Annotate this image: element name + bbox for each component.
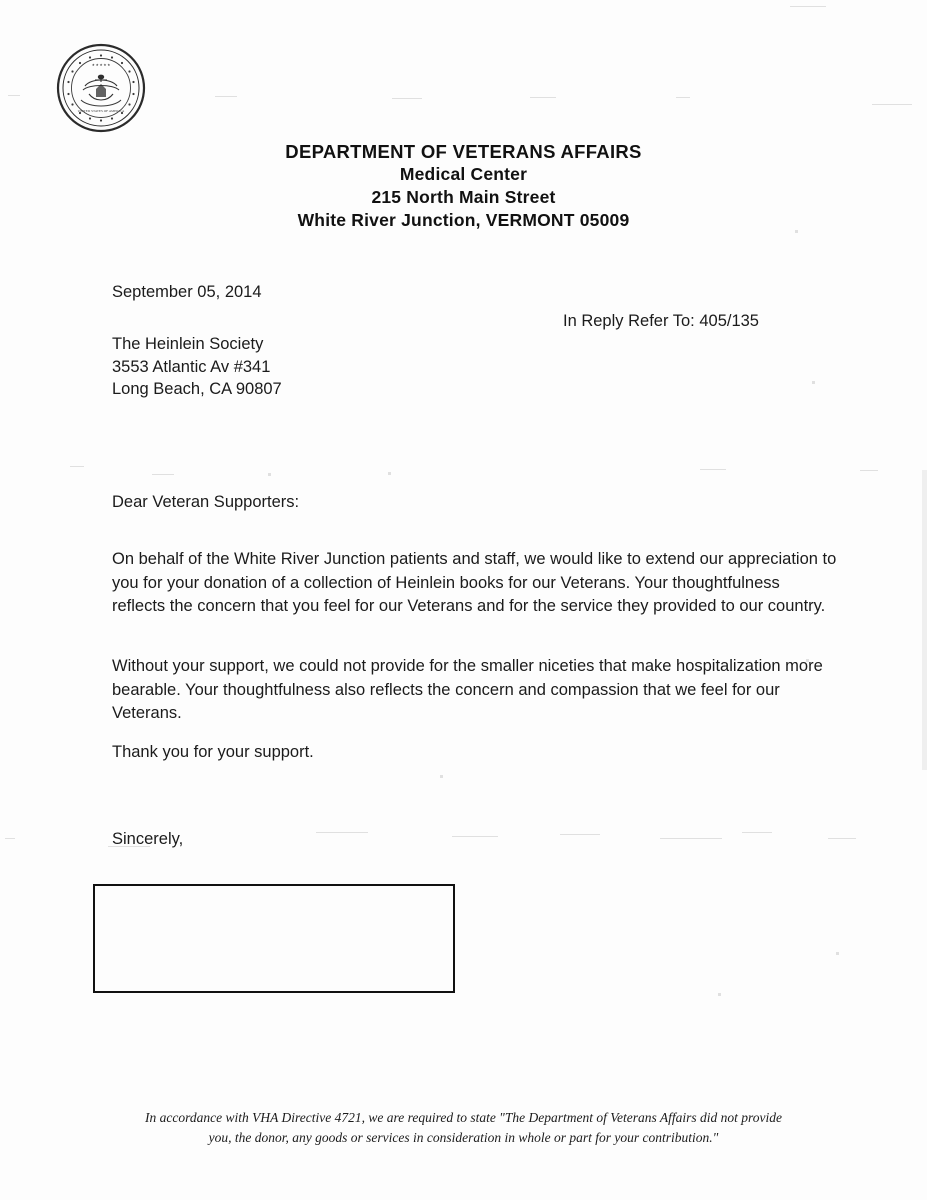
closing: Sincerely,: [112, 830, 184, 848]
footnote-line-1: In accordance with VHA Directive 4721, we are required to state "The Department of Veterans Affairs did not provide: [145, 1110, 782, 1125]
footnote-line-2: you, the donor, any goods or services in consideration in whole or part for your contribution.": [208, 1130, 719, 1145]
scan-artifact: [388, 472, 391, 475]
letterhead: [0, 140, 927, 232]
salutation: Dear Veteran Supporters:: [112, 493, 300, 511]
scan-artifact: [790, 6, 826, 7]
recipient-street: 3553 Atlantic Av #341: [112, 357, 271, 376]
footnote: [0, 1108, 927, 1148]
scan-artifact: [860, 470, 878, 471]
signature-box: [93, 884, 455, 993]
scan-artifact: [812, 381, 815, 384]
scan-artifact: [660, 838, 722, 839]
scan-artifact: [215, 96, 237, 97]
letterhead-facility: Medical Center: [399, 164, 528, 184]
reply-refer-to: In Reply Refer To: 405/135: [563, 312, 759, 330]
scan-artifact: [452, 836, 498, 837]
body-paragraph-3: Thank you for your support.: [112, 743, 314, 761]
va-seal-icon: [55, 42, 147, 134]
scan-artifact: [922, 470, 927, 770]
svg-text:★ ★ ★ ★ ★: ★ ★ ★ ★ ★: [91, 63, 111, 67]
scan-artifact: [316, 832, 368, 833]
scan-artifact: [8, 95, 20, 96]
scan-artifact: [440, 775, 443, 778]
scan-artifact: [700, 469, 726, 470]
scan-artifact: [392, 98, 422, 99]
recipient-address: [112, 333, 282, 401]
scan-artifact: [742, 832, 772, 833]
scan-artifact: [836, 952, 839, 955]
recipient-name: The Heinlein Society: [112, 335, 264, 353]
svg-text:UNITED STATES OF AMERICA: UNITED STATES OF AMERICA: [77, 109, 125, 113]
scan-artifact: [268, 473, 271, 476]
body-paragraph-1: On behalf of the White River Junction patients and staff, we would like to extend our appreciation to you for your donation of a collection of Heinlein books for our Veterans. Your thoughtfulness reflects the concern that you feel for our Veterans and for the service they provided to our country.: [112, 550, 837, 615]
scan-artifact: [530, 97, 556, 98]
scan-artifact: [70, 466, 84, 467]
scan-artifact: [718, 993, 721, 996]
letterhead-department: DEPARTMENT OF VETERANS AFFAIRS: [285, 141, 642, 162]
letterhead-city-state-zip: White River Junction, VERMONT 05009: [297, 210, 630, 230]
scan-artifact: [828, 838, 856, 839]
letter-date: September 05, 2014: [112, 283, 262, 301]
body-paragraph-2: Without your support, we could not provide for the smaller niceties that make hospitalization more bearable. Your thoughtfulness also reflects the concern and compassion that we feel for our Veterans.: [112, 657, 823, 722]
scan-artifact: [872, 104, 912, 105]
scan-artifact: [560, 834, 600, 835]
letterhead-street: 215 North Main Street: [371, 187, 556, 207]
scan-artifact: [676, 97, 690, 98]
scan-artifact: [5, 838, 15, 839]
recipient-city-state-zip: Long Beach, CA 90807: [112, 380, 282, 398]
scan-artifact: [152, 474, 174, 475]
